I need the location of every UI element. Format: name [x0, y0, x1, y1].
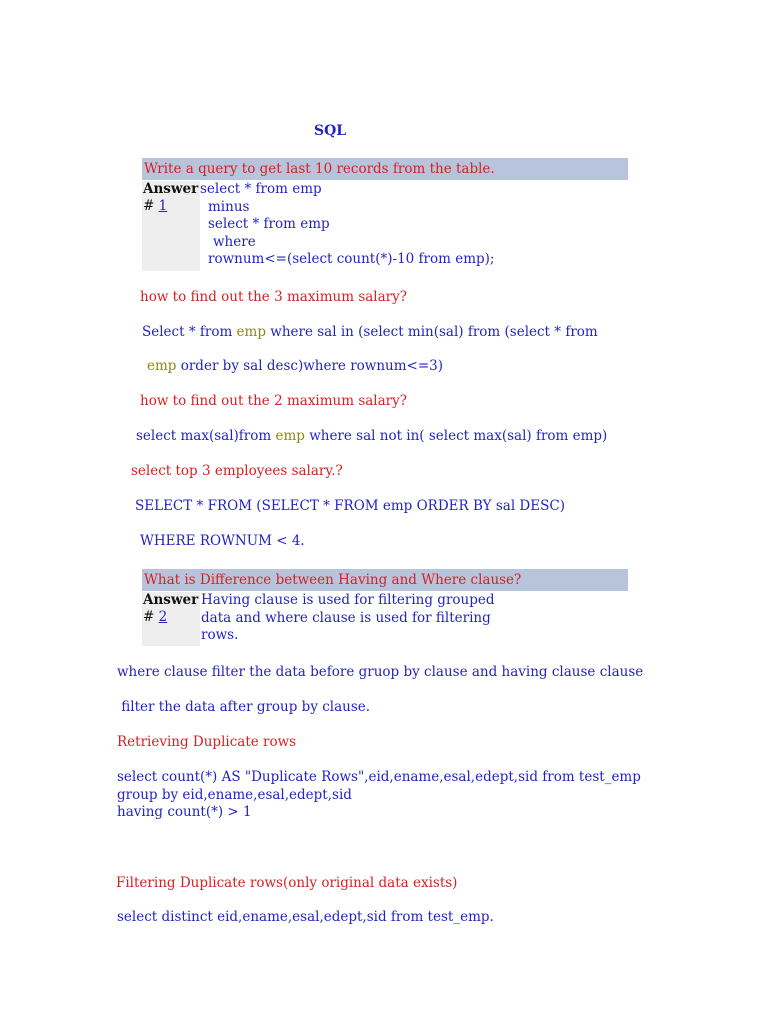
- answer-2-line: data and where clause is used for filtering: [201, 609, 491, 626]
- answer-1-line: minus: [208, 198, 250, 215]
- answer-1-number-link[interactable]: 1: [158, 198, 168, 214]
- duplicate-sql-line-3: having count(*) > 1: [117, 804, 252, 820]
- sql-text: where sal not in( select max(sal) from emp): [304, 428, 608, 444]
- question-1-bar: Write a query to get last 10 records from the table.: [142, 158, 628, 180]
- answer-1-number: [143, 198, 200, 215]
- where-having-line-1: where clause filter the data before gruop by clause and having clause clause: [117, 664, 644, 680]
- filter-duplicates-sql: select distinct eid,ename,esal,edept,sid from test_emp.: [117, 909, 494, 925]
- question-max3-salary: how to find out the 3 maximum salary?: [140, 289, 407, 305]
- max3-sql-line-1: [142, 323, 598, 341]
- answer-1-line: select * from emp: [208, 216, 330, 232]
- answer-1-line: where: [213, 233, 256, 250]
- filter-duplicates-heading: Filtering Duplicate rows(only original data exists): [116, 875, 458, 891]
- sql-table-name: emp: [275, 428, 305, 444]
- answer-1-line: select * from emp: [200, 181, 322, 197]
- duplicate-rows-heading: Retrieving Duplicate rows: [117, 734, 297, 750]
- top3-sql-line-1: SELECT * FROM (SELECT * FROM emp ORDER BY sal DESC): [135, 498, 565, 514]
- answer-2-label: Answer: [143, 592, 199, 608]
- sql-text: where sal in (select min(sal) from (select * from: [265, 324, 598, 340]
- answer-1-text: [200, 181, 494, 269]
- answer-2-label-box: [142, 592, 200, 646]
- answer-1-label: Answer: [143, 181, 199, 197]
- answer-2-line: rows.: [201, 627, 239, 643]
- page-title: SQL: [314, 123, 347, 139]
- sql-text: select max(sal)from: [136, 428, 276, 444]
- question-2-bar: What is Difference between Having and Where clause?: [142, 569, 628, 591]
- answer-1-prefix: #: [143, 198, 159, 214]
- answer-2-line: Having clause is used for filtering grouped: [201, 592, 495, 608]
- where-having-line-2: filter the data after group by clause.: [117, 699, 371, 715]
- answer-2-number: [143, 609, 200, 626]
- question-max2-salary: how to find out the 2 maximum salary?: [140, 393, 407, 409]
- sql-table-name: emp: [147, 358, 177, 374]
- duplicate-sql-line-1: select count(*) AS "Duplicate Rows",eid,ename,esal,edept,sid from test_emp: [117, 769, 641, 785]
- duplicate-sql-line-2: group by eid,ename,esal,edept,sid: [117, 787, 352, 803]
- sql-table-name: emp: [236, 324, 266, 340]
- top3-sql-line-2: WHERE ROWNUM < 4.: [140, 533, 305, 549]
- sql-text: order by sal desc)where rownum<=3): [176, 358, 443, 374]
- answer-2-text: [201, 592, 495, 645]
- max3-sql-line-2: [147, 357, 443, 375]
- question-top3-salary: select top 3 employees salary.?: [131, 463, 343, 479]
- answer-1-label-box: [142, 181, 200, 271]
- answer-2-prefix: #: [143, 609, 159, 625]
- answer-1-line: rownum<=(select count(*)-10 from emp);: [208, 251, 495, 267]
- answer-2-number-link[interactable]: 2: [158, 609, 168, 625]
- max2-sql: [136, 427, 607, 445]
- sql-text: Select * from: [142, 324, 237, 340]
